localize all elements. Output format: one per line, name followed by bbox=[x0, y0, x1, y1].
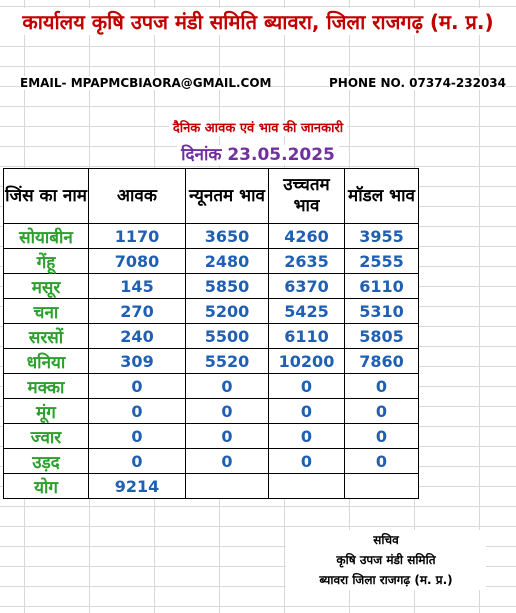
modal-price-cell: 0 bbox=[345, 449, 419, 474]
min-price-cell: 5200 bbox=[186, 299, 269, 324]
max-price-cell: 2635 bbox=[269, 249, 345, 274]
arrival-cell: 7080 bbox=[89, 249, 186, 274]
total-arrival: 9214 bbox=[89, 474, 186, 499]
arrival-cell: 0 bbox=[89, 424, 186, 449]
min-price-cell: 5850 bbox=[186, 274, 269, 299]
modal-price-cell: 0 bbox=[345, 399, 419, 424]
modal-price-cell: 6110 bbox=[345, 274, 419, 299]
max-price-cell: 10200 bbox=[269, 349, 345, 374]
table-row bbox=[4, 349, 419, 374]
table-row bbox=[4, 324, 419, 349]
header-arrival: आवक bbox=[89, 169, 186, 224]
email-text: EMAIL- MPAPMCBIAORA@GMAIL.COM bbox=[20, 76, 272, 90]
min-price-cell: 0 bbox=[186, 399, 269, 424]
modal-price-cell: 2555 bbox=[345, 249, 419, 274]
arrival-cell: 240 bbox=[89, 324, 186, 349]
table-row bbox=[4, 374, 419, 399]
min-price-cell: 2480 bbox=[186, 249, 269, 274]
crop-cell: मक्का bbox=[4, 374, 89, 399]
min-price-cell: 0 bbox=[186, 374, 269, 399]
modal-price-cell: 5310 bbox=[345, 299, 419, 324]
crop-cell: ज्वार bbox=[4, 424, 89, 449]
table-row bbox=[4, 424, 419, 449]
max-price-cell: 5425 bbox=[269, 299, 345, 324]
crop-cell: मसूर bbox=[4, 274, 89, 299]
arrival-cell: 0 bbox=[89, 374, 186, 399]
modal-price-cell: 7860 bbox=[345, 349, 419, 374]
arrival-cell: 145 bbox=[89, 274, 186, 299]
arrival-cell: 309 bbox=[89, 349, 186, 374]
total-row bbox=[4, 474, 419, 499]
crop-cell: उड़द bbox=[4, 449, 89, 474]
report-subtitle: दैनिक आवक एवं भाव की जानकारी bbox=[0, 118, 516, 136]
table-row bbox=[4, 249, 419, 274]
max-price-cell: 6110 bbox=[269, 324, 345, 349]
modal-price-cell: 3955 bbox=[345, 224, 419, 249]
max-price-cell: 6370 bbox=[269, 274, 345, 299]
arrival-cell: 1170 bbox=[89, 224, 186, 249]
arrival-cell: 0 bbox=[89, 449, 186, 474]
min-price-cell: 0 bbox=[186, 424, 269, 449]
table-row bbox=[4, 224, 419, 249]
total-empty-cell bbox=[345, 474, 419, 499]
rates-table bbox=[3, 168, 419, 499]
signature-title: सचिव bbox=[373, 533, 399, 547]
total-empty-cell bbox=[186, 474, 269, 499]
table-row bbox=[4, 274, 419, 299]
crop-cell: सोयाबीन bbox=[4, 224, 89, 249]
min-price-cell: 0 bbox=[186, 449, 269, 474]
header-max-price: उच्चतम भाव bbox=[269, 169, 345, 224]
signature-place: ब्यावरा जिला राजगढ़ (म. प्र.) bbox=[319, 573, 453, 587]
signature-block bbox=[286, 530, 486, 590]
page-title: कार्यालय कृषि उपज मंडी समिति ब्यावरा, जिला राजगढ़ (म. प्र.) bbox=[0, 8, 516, 35]
max-price-cell: 0 bbox=[269, 449, 345, 474]
crop-cell: मूंग bbox=[4, 399, 89, 424]
table-row bbox=[4, 449, 419, 474]
phone-text: PHONE NO. 07374-232034 bbox=[329, 76, 506, 90]
total-label: योग bbox=[4, 474, 89, 499]
crop-cell: गेंहू bbox=[4, 249, 89, 274]
total-empty-cell bbox=[269, 474, 345, 499]
max-price-cell: 0 bbox=[269, 374, 345, 399]
header-crop: जिंस का नाम bbox=[4, 169, 89, 224]
max-price-cell: 0 bbox=[269, 399, 345, 424]
report-date: दिनांक 23.05.2025 bbox=[0, 142, 516, 165]
table-header-row bbox=[4, 169, 419, 224]
modal-price-cell: 5805 bbox=[345, 324, 419, 349]
max-price-cell: 4260 bbox=[269, 224, 345, 249]
header-min-price: न्यूनतम भाव bbox=[186, 169, 269, 224]
min-price-cell: 5520 bbox=[186, 349, 269, 374]
header-modal-price: मॉडल भाव bbox=[345, 169, 419, 224]
signature-org: कृषि उपज मंडी समिति bbox=[336, 553, 436, 567]
table-row bbox=[4, 299, 419, 324]
min-price-cell: 3650 bbox=[186, 224, 269, 249]
max-price-cell: 0 bbox=[269, 424, 345, 449]
crop-cell: चना bbox=[4, 299, 89, 324]
crop-cell: धनिया bbox=[4, 349, 89, 374]
arrival-cell: 270 bbox=[89, 299, 186, 324]
arrival-cell: 0 bbox=[89, 399, 186, 424]
min-price-cell: 5500 bbox=[186, 324, 269, 349]
modal-price-cell: 0 bbox=[345, 424, 419, 449]
table-row bbox=[4, 399, 419, 424]
modal-price-cell: 0 bbox=[345, 374, 419, 399]
crop-cell: सरसों bbox=[4, 324, 89, 349]
